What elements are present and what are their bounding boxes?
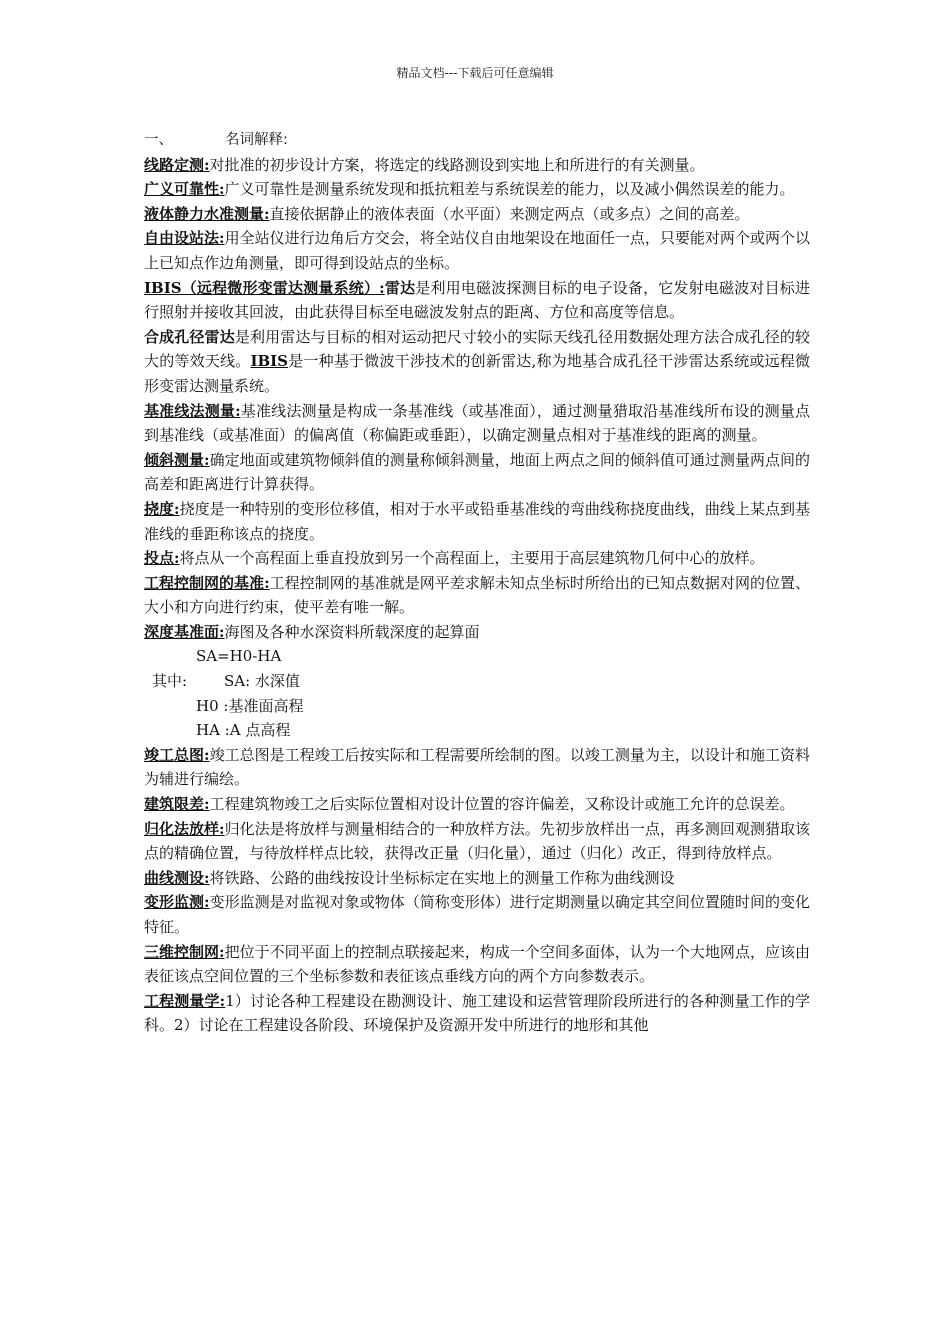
term-bold: 合成孔径雷达	[144, 327, 235, 346]
term: 归化法放样:	[144, 819, 225, 838]
definition: 变形监测是对监视对象或物体（简称变形体）进行定期测量以确定其空间位置随时间的变化特征。	[144, 893, 810, 936]
definition: 确定地面或建筑物倾斜值的测量称倾斜测量，地面上两点之间的倾斜值可通过测量两点间的高差和距离进行计算获得。	[144, 450, 810, 494]
definition: 1）讨论各种工程建设在勘测设计、施工建设和运营管理阶段所进行的各种测量工作的学科。2）讨论在工程建设各阶段、环境保护及资源开发中所进行的地形和其他	[144, 991, 810, 1035]
term: 液体静力水准测量:	[144, 204, 270, 223]
definition: 是利用电磁波探测目标的电子设备，它发射电磁波对目标进行照射并接收其回波，由此获得目标至电磁波发射点的距离、方位和高度等信息。	[144, 278, 810, 322]
term: 深度基准面:	[144, 622, 225, 641]
definition: 把位于不同平面上的控制点联接起来，构成一个空间多面体，认为一个大地网点，应该由表征该点空间位置的三个坐标参数和表征该点垂线方向的两个方向参数表示。	[144, 942, 810, 986]
definition-entry	[144, 226, 810, 275]
definition: 是利用雷达与目标的相对运动把尺寸较小的实际天线孔径用数据处理方法合成孔径的较大的等效天线。	[144, 327, 810, 371]
formula-where	[144, 669, 810, 694]
definition-entry	[144, 325, 810, 399]
definition-entry	[144, 620, 810, 645]
term: 工程测量学:	[144, 991, 226, 1010]
formula-sa: SA: 水深值	[224, 672, 300, 691]
definition-entry	[144, 448, 810, 497]
definition: 广义可靠性是测量系统发现和抵抗粗差与系统误差的能力，以及减小偶然误差的能力。	[224, 180, 795, 199]
definition-entry	[144, 177, 810, 202]
term: 自由设站法:	[144, 229, 225, 248]
definition: 将点从一个高程面上垂直投放到另一个高程面上，主要用于高层建筑物几何中心的放样。	[179, 549, 765, 568]
term: 投点:	[144, 549, 180, 568]
definition: 直接依据静止的液体表面（水平面）来测定两点（或多点）之间的高差。	[269, 204, 750, 223]
definition-entry	[144, 743, 810, 792]
definition: 竣工总图是工程竣工后按实际和工程需要所绘制的图。以竣工测量为主，以设计和施工资料为辅进行编绘。	[144, 745, 810, 789]
term: 工程控制网的基准:	[144, 573, 270, 592]
definition: 对批准的初步设计方案，将选定的线路测设到实地上和所进行的有关测量。	[209, 155, 705, 174]
definition-entry	[144, 546, 810, 571]
term: IBIS（远程微形变雷达测量系统）:	[144, 278, 385, 297]
term: 变形监测:	[144, 893, 210, 912]
definition-entry	[144, 792, 810, 817]
section-heading	[144, 128, 810, 153]
page-header: 精品文档---下载后可任意编辑	[396, 66, 554, 80]
definition-entry	[144, 276, 810, 325]
section-number: 一、	[144, 132, 173, 148]
definition: 是一种基于微波干涉技术的创新雷达,称为地基合成孔径干涉雷达系统或远程微形变雷达测量系统。	[144, 352, 810, 395]
definition-entry	[144, 890, 810, 939]
term: 广义可靠性:	[144, 180, 225, 199]
definition-entry	[144, 571, 810, 620]
definition: 工程建筑物竣工之后实际位置相对设计位置的容许偏差，又称设计或施工允许的总误差。	[209, 795, 795, 814]
definition-entry	[144, 153, 810, 178]
definition-entry	[144, 497, 810, 546]
definition-entry	[144, 817, 810, 866]
formula-where-label: 其中:	[152, 672, 188, 691]
definition: 用全站仪进行边角后方交会，将全站仪自由地架设在地面任一点，只要能对两个或两个以上已知点作边角测量，即可得到设站点的坐标。	[144, 229, 810, 272]
formula-h0: H0 :基准面高程	[196, 696, 304, 715]
term: 倾斜测量:	[144, 450, 210, 469]
term: 挠度:	[144, 499, 180, 518]
section-title: 名词解释:	[225, 132, 288, 148]
term: 三维控制网:	[144, 942, 225, 961]
definition-entry	[144, 940, 810, 989]
formula-equation: SA=H0-HA	[196, 647, 282, 666]
term: 基准线法测量:	[144, 401, 241, 420]
definition: 海图及各种水深资料所载深度的起算面	[224, 622, 480, 641]
definition: 挠度是一种特别的变形位移值，相对于水平或铅垂基准线的弯曲线称挠度曲线，曲线上某点到基准线的垂距称该点的挠度。	[144, 499, 810, 543]
formula-ha: HA :A 点高程	[196, 721, 291, 740]
term: 建筑限差:	[144, 795, 210, 814]
term-bold: 雷达	[384, 278, 416, 297]
document-body	[144, 128, 810, 1038]
definition: 基准线法测量是构成一条基准线（或基准面），通过测量猎取沿基准线所布设的测量点到基准线（或基准面）的偏离值（称偏距或垂距），以确定测量点相对于基准线的距离的测量。	[144, 401, 810, 445]
definition-entry	[144, 866, 810, 891]
definition-entry	[144, 399, 810, 448]
term: 曲线测设:	[144, 868, 210, 887]
term: 线路定测:	[144, 155, 210, 174]
definition: 归化法是将放样与测量相结合的一种放样方法。先初步放样出一点，再多测回观测猎取该点的精确位置，与待放样样点比较，获得改正量（归化量），通过（归化）改正，得到待放样点。	[144, 819, 810, 863]
definition: 将铁路、公路的曲线按设计坐标标定在实地上的测量工作称为曲线测设	[209, 868, 675, 887]
definition-entry	[144, 202, 810, 227]
term-ibis: IBIS	[250, 352, 288, 371]
term: 竣工总图:	[144, 745, 210, 764]
definition-entry	[144, 989, 810, 1038]
definition: 工程控制网的基准就是网平差求解未知点坐标时所给出的已知点数据对网的位置、大小和方向进行约束，使平差有唯一解。	[144, 573, 810, 617]
